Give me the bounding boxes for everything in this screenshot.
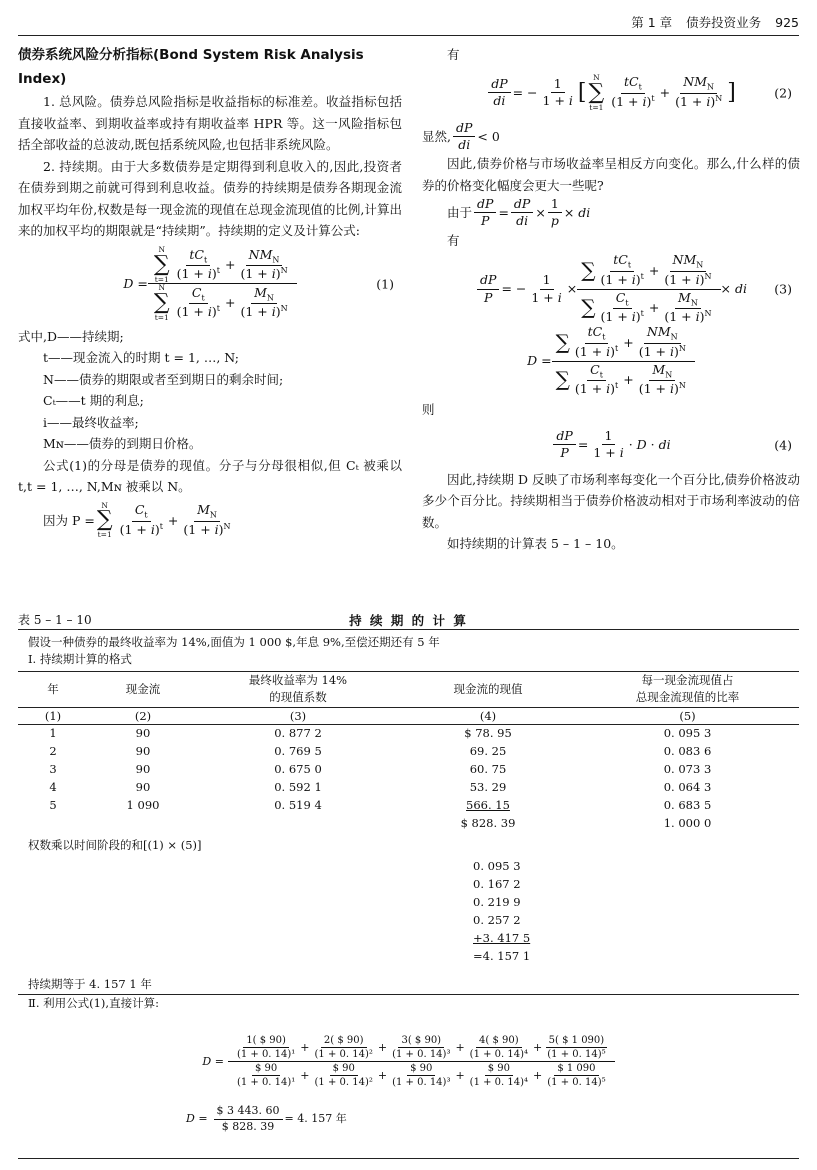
equation-number-2: (2) bbox=[774, 84, 792, 100]
cell-ratio: 0. 083 6 bbox=[663, 743, 712, 758]
duration-table bbox=[18, 634, 799, 1132]
table-caption bbox=[18, 610, 799, 630]
cell-pv-factor: 0. 592 1 bbox=[274, 779, 322, 794]
cell-pv: $ 78. 95 bbox=[464, 725, 512, 740]
you-label-1: 有 bbox=[447, 47, 460, 62]
weighted-sum-label: 权数乘以时间阶段的和[(1) × (5)] bbox=[28, 837, 202, 852]
column-header: 现金流的现值 bbox=[453, 681, 523, 696]
term-numerator: 2( $ 90) bbox=[321, 1034, 367, 1048]
cell-pv: 566. 15 bbox=[466, 797, 510, 812]
paragraph-duration: 2. 持续期。由于大多数债券是定期得到利息收入的,因此,投资者在债券到期之前就可得到利息收益。债券的持续期是债券各期现金流加权平均年份,权数是每一现金流的现值在总现金流现值的比例,计算出来的加权平均的期限就是“持续期”。持续期的定义及计算公式: bbox=[18, 158, 402, 239]
column-index: (3) bbox=[289, 708, 307, 723]
term-denominator: (1 + 0. 14)⁴ bbox=[469, 1077, 529, 1089]
cell-pv: 60. 75 bbox=[469, 761, 507, 776]
cell-total-pv: $ 828. 39 bbox=[460, 815, 516, 830]
equation-1: D = N ∑ t=1 $\frac{tC_t}{(1 + i)^t}$ + $\frac{NM_N}{(1 + i)^N}$ N ∑ t=1 $\frac{C_t}{(1 + i)^t}$ + $\frac{M_N}{(1 + i)^N}$ (1) bbox=[123, 245, 394, 322]
section-title: 债券系统风险分析指标(Bond System Risk Analysis Index) bbox=[18, 47, 364, 87]
weighted-value: 0. 219 9 bbox=[473, 894, 521, 909]
equation-price: 因为 P = N ∑ t=1 $\frac{C_t}{(1 + i)^t}$ + $\frac{M_N}{(1 + i)^N}$ bbox=[43, 500, 231, 540]
term-denominator: (1 + 0. 14)⁵ bbox=[547, 1077, 606, 1089]
duration-result: 持续期等于 4. 157 1 年 bbox=[18, 976, 799, 995]
cell-pv: 53. 29 bbox=[469, 779, 507, 794]
column-header: 每一现金流现值占 总现金流现值的比率 bbox=[635, 673, 740, 704]
table-row bbox=[18, 725, 799, 743]
definition-item: t——现金流入的时期 t = 1, …, N; bbox=[43, 350, 239, 366]
definition-intro: 式中,D——持续期; bbox=[18, 328, 124, 344]
bottom-rule bbox=[18, 1158, 799, 1159]
term-denominator: (1 + 0. 14)⁴ bbox=[469, 1049, 529, 1061]
final-formula: D = $\frac{\$ 3 443. 60}{\$ 828. 39}$ = 4. 157 年 bbox=[186, 1104, 347, 1133]
column-index: (5) bbox=[679, 708, 696, 723]
equation-4: $\frac{dP}{P}$ = $\frac{1}{1 + i}$ · D · di (4) bbox=[422, 425, 800, 465]
cell-cashflow: 90 bbox=[135, 761, 151, 776]
final-denominator: $ 828. 39 bbox=[221, 1119, 275, 1133]
equation-number-1: (1) bbox=[376, 276, 394, 291]
term-denominator: (1 + 0. 14)² bbox=[314, 1077, 373, 1089]
table-title: 持 续 期 的 计 算 bbox=[349, 613, 468, 628]
term-denominator: (1 + 0. 14)⁵ bbox=[547, 1049, 606, 1061]
obvious-tail: < 0 bbox=[477, 128, 500, 144]
equation-duration-restated: D = ∑ $\frac{tC_t}{(1 + i)^t}$ + $\frac{NM_N}{(1 + i)^N}$ ∑ $\frac{C_t}{(1 + i)^t}$ + $\frac{M_N}{(1 + i)^N}$ bbox=[422, 327, 800, 395]
running-header bbox=[18, 10, 799, 36]
chapter-label: 第 1 章 bbox=[631, 14, 673, 30]
cell-ratio: 0. 095 3 bbox=[663, 725, 712, 740]
term-numerator: $ 90 bbox=[485, 1062, 513, 1076]
column-index: (2) bbox=[134, 708, 152, 723]
term-numerator: $ 1 090 bbox=[554, 1062, 598, 1076]
table-row bbox=[18, 761, 799, 779]
equation-3: $\frac{dP}{P}$ = − $\frac{1}{1 + i}$ × ∑ $\frac{tC_t}{(1 + i)^t}$ + $\frac{NM_N}{(1 + i)^N}$ ∑ $\frac{C_t}{(1 + i)^t}$ + $\frac{M_N}{(1 + i)^N}$ × di (3) bbox=[422, 255, 800, 323]
term-numerator: 4( $ 90) bbox=[476, 1034, 522, 1048]
equation-2: $\frac{dP}{di}$ = − $\frac{1}{1 + i}$ [ N ∑ t=1 $\frac{tC_t}{(1 + i)^t}$ + $\frac{NM_N}{(1 + i)^N}$ ] (2) bbox=[422, 70, 800, 116]
cell-pv-factor: 0. 675 0 bbox=[274, 761, 322, 776]
paragraph-see-table: 如持续期的计算表 5 – 1 – 10。 bbox=[447, 536, 624, 551]
term-numerator: $ 90 bbox=[252, 1062, 280, 1076]
definition-item: Mɴ——债券的到期日价格。 bbox=[43, 436, 202, 452]
cell-ratio: 0. 073 3 bbox=[663, 761, 712, 776]
direct-formula: D = $\frac{1( \$ 90)}{\text{(1 + 0. 14)¹}}$ + $\frac{2( \$ 90)}{\text{(1 + 0. 14)²}}$ + $\frac{3( \$ 90)}{\text{(1 + 0. 14)³}}$ + $\frac{4( \$ 90)}{\text{(1 + 0. 14)⁴}}$ + $\frac{5( \$ 1 090)}{\text{(1 + 0. 14)⁵}}$ $\frac{\$ 90}{\text{(1 + 0. 14)¹}}$ + $\frac{\$ 90}{\text{(1 + 0. 14)²}}$ + $\frac{\$ 90}{\text{(1 + 0. 14)³}}$ + $\frac{\$ 90}{\text{(1 + 0. 14)⁴}}$ + $\frac{\$ 1 090}{\text{(1 + 0. 14)⁵}}$ bbox=[18, 1034, 799, 1089]
table-part-1: Ⅰ. 持续期计算的格式 bbox=[28, 652, 132, 667]
cell-total-ratio: 1. 000 0 bbox=[663, 815, 712, 830]
weighted-total: =4. 157 1 bbox=[473, 948, 531, 963]
definition-item: i——最终收益率; bbox=[43, 414, 139, 430]
cell-ratio: 0. 683 5 bbox=[663, 797, 712, 812]
right-column bbox=[422, 44, 800, 555]
paragraph-denominator: 公式(1)的分母是债券的现值。分子与分母很相似,但 Cₜ 被乘以 t,t = 1, …, N,Mɴ 被乘以 N。 bbox=[18, 457, 402, 495]
column-index: (1) bbox=[44, 708, 62, 723]
final-numerator: $ 3 443. 60 bbox=[214, 1104, 283, 1119]
column-header: 现金流 bbox=[125, 681, 161, 696]
equation-number-4: (4) bbox=[774, 436, 792, 452]
definition-item: Cₜ——t 期的利息; bbox=[43, 393, 144, 409]
cell-pv-factor: 0. 519 4 bbox=[274, 797, 322, 812]
term-numerator: 5( $ 1 090) bbox=[546, 1034, 608, 1048]
cell-year: 4 bbox=[49, 779, 57, 794]
table-row bbox=[18, 743, 799, 761]
cell-year: 5 bbox=[49, 797, 57, 812]
since-line: 由于 $\frac{dP}{P}$ = $\frac{dP}{di}$ × $\frac{1}{p}$ × di bbox=[447, 196, 591, 229]
cell-ratio: 0. 064 3 bbox=[663, 779, 712, 794]
section-label: 债券投资业务 bbox=[686, 14, 762, 30]
term-numerator: 3( $ 90) bbox=[398, 1034, 444, 1048]
because-label: 因为 P = bbox=[43, 512, 95, 528]
table-header-row bbox=[18, 671, 799, 707]
cell-cashflow: 1 090 bbox=[126, 797, 160, 812]
table-part-2: Ⅱ. 利用公式(1),直接计算: bbox=[28, 996, 159, 1010]
weighted-value: 0. 167 2 bbox=[473, 876, 521, 891]
term-denominator: (1 + 0. 14)² bbox=[314, 1049, 373, 1061]
weighted-value: +3. 417 5 bbox=[473, 930, 531, 945]
cell-year: 2 bbox=[49, 743, 57, 758]
table-total-row bbox=[18, 815, 799, 833]
cell-pv-factor: 0. 769 5 bbox=[274, 743, 322, 758]
cell-cashflow: 90 bbox=[135, 725, 151, 740]
term-denominator: (1 + 0. 14)¹ bbox=[236, 1077, 296, 1089]
table-assumption: 假设一种债券的最终收益率为 14%,面值为 1 000 $,年息 9%,至偿还期还有 5 年 bbox=[28, 635, 440, 649]
term-denominator: (1 + 0. 14)¹ bbox=[236, 1049, 296, 1061]
final-result: = 4. 157 年 bbox=[284, 1111, 347, 1125]
left-column bbox=[18, 44, 402, 543]
term-numerator: $ 90 bbox=[330, 1062, 358, 1076]
column-index: (4) bbox=[479, 708, 497, 723]
page-number: 925 bbox=[775, 14, 799, 30]
term-numerator: 1( $ 90) bbox=[243, 1034, 289, 1048]
table-index-row bbox=[18, 707, 799, 725]
then-label: 则 bbox=[422, 402, 435, 417]
definition-item: N——债券的期限或者至到期日的剩余时间; bbox=[43, 371, 284, 387]
direct-calculation bbox=[18, 1012, 799, 1132]
table-number: 表 5 – 1 – 10 bbox=[18, 613, 92, 627]
term-denominator: (1 + 0. 14)³ bbox=[392, 1077, 451, 1089]
obvious-label: 显然, bbox=[422, 128, 451, 144]
weighted-value: 0. 257 2 bbox=[473, 912, 521, 927]
you-label-2: 有 bbox=[447, 232, 460, 248]
table-row bbox=[18, 797, 799, 815]
table-row bbox=[18, 779, 799, 797]
cell-year: 1 bbox=[49, 725, 57, 740]
paragraph-inverse: 因此,债券价格与市场收益率呈相反方向变化。那么,什么样的债券的价格变化幅度会更大一些呢? bbox=[422, 156, 800, 193]
cell-pv: 69. 25 bbox=[469, 743, 507, 758]
since-label: 由于 bbox=[447, 205, 473, 220]
weighted-sum-block bbox=[18, 854, 799, 976]
paragraph-total-risk: 1. 总风险。债券总风险指标是收益指标的标准差。收益指标包括直接收益率、到期收益率或持有期收益率 HPR 等。这一风险指标包括全部收益的总波动,既包括系统风险,也包括非系统风险。 bbox=[18, 94, 402, 153]
cell-pv-factor: 0. 877 2 bbox=[274, 725, 322, 740]
weighted-value: 0. 095 3 bbox=[473, 858, 521, 873]
column-header: 年 bbox=[47, 681, 59, 696]
column-header: 最终收益率为 14% 的现值系数 bbox=[248, 673, 348, 704]
equation-number-3: (3) bbox=[774, 281, 792, 297]
cell-cashflow: 90 bbox=[135, 779, 151, 794]
term-numerator: $ 90 bbox=[407, 1062, 435, 1076]
symbol-definitions bbox=[18, 326, 402, 455]
paragraph-duration-meaning: 因此,持续期 D 反映了市场利率每变化一个百分比,债券价格波动多少个百分比。持续期相当于债券价格波动相对于市场利率波动的倍数。 bbox=[422, 471, 800, 530]
term-denominator: (1 + 0. 14)³ bbox=[392, 1049, 451, 1061]
cell-year: 3 bbox=[49, 761, 57, 776]
obvious-line: 显然, $\frac{dP}{di}$ < 0 bbox=[422, 119, 500, 152]
cell-cashflow: 90 bbox=[135, 743, 151, 758]
